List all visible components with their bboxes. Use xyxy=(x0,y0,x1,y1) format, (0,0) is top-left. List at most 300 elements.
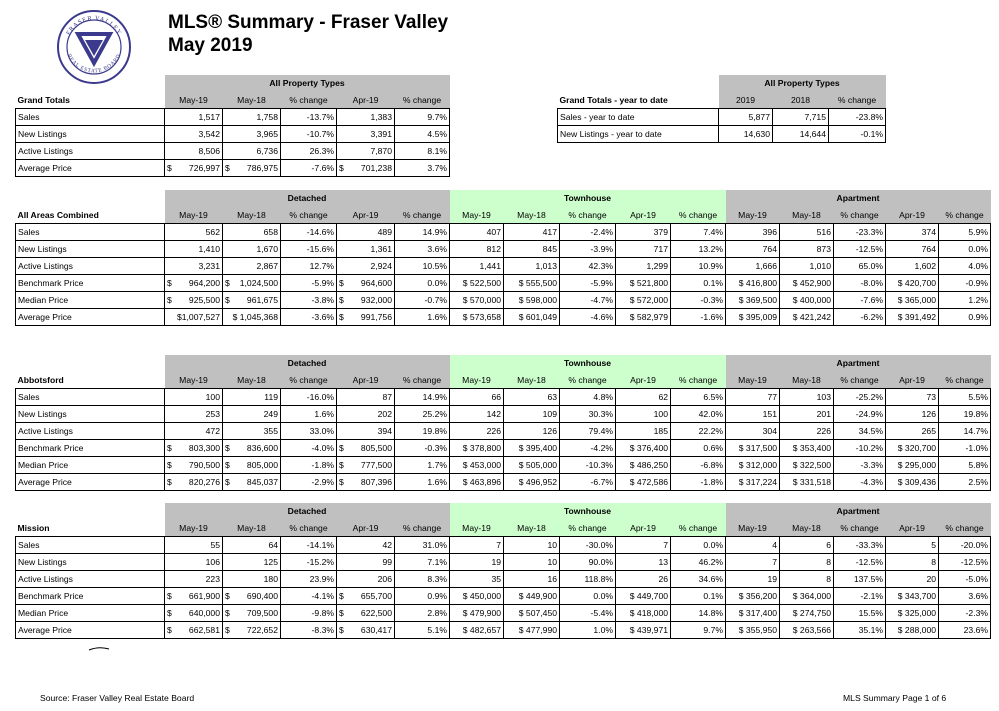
table-cell: 7 xyxy=(726,553,780,570)
table-cell: 185 xyxy=(616,422,671,439)
table-cell: $ 274,750 xyxy=(780,604,834,621)
table-cell: 0.0% xyxy=(939,240,991,257)
table-cell: 3.7% xyxy=(395,159,450,176)
table-row xyxy=(16,570,991,587)
all-areas-table xyxy=(15,190,991,326)
table-cell: $ 378,800 xyxy=(450,439,504,456)
table-cell: 0.0% xyxy=(395,274,450,291)
table-row xyxy=(16,125,450,142)
table-cell: $ 353,400 xyxy=(780,439,834,456)
column-header: May-18 xyxy=(780,207,834,224)
table-cell: $ 1,045,368 xyxy=(223,308,281,325)
table-cell: -1.8% xyxy=(281,456,337,473)
table-cell: 3.6% xyxy=(395,240,450,257)
table-cell: -15.6% xyxy=(281,240,337,257)
row-label: Average Price xyxy=(16,473,165,490)
table-cell: 5.1% xyxy=(395,621,450,638)
table-cell: 417 xyxy=(504,223,560,240)
table-cell: -3.3% xyxy=(834,456,886,473)
table-cell: $1,007,527 xyxy=(165,308,223,325)
table-cell: 126 xyxy=(886,405,939,422)
group-header: All Property Types xyxy=(165,75,450,92)
row-label: Benchmark Price xyxy=(16,587,165,604)
table-cell: $ 295,000 xyxy=(886,456,939,473)
table-cell: 73 xyxy=(886,388,939,405)
table-cell: $ 570,000 xyxy=(450,291,504,308)
table-cell: -20.0% xyxy=(939,536,991,553)
column-header: % change xyxy=(281,372,337,389)
group-header-detached: Detached xyxy=(165,355,450,372)
table-cell: -7.6% xyxy=(834,291,886,308)
table-cell: -10.2% xyxy=(834,439,886,456)
table-title: Grand Totals xyxy=(17,94,70,105)
table-cell: 0.0% xyxy=(560,587,616,604)
blank-cell xyxy=(558,75,719,92)
footer-page-number: MLS Summary Page 1 of 6 xyxy=(843,693,947,703)
table-cell: 65.0% xyxy=(834,257,886,274)
table-cell: 1.0% xyxy=(560,621,616,638)
row-label: Average Price xyxy=(16,159,165,176)
table-cell: -23.3% xyxy=(834,223,886,240)
table-cell: -2.1% xyxy=(834,587,886,604)
table-row xyxy=(16,456,991,473)
row-label: Benchmark Price xyxy=(16,439,165,456)
table-cell: $ 416,800 xyxy=(726,274,780,291)
table-cell: $ 479,900 xyxy=(450,604,504,621)
table-cell: 55 xyxy=(165,536,223,553)
table-cell: 253 xyxy=(165,405,223,422)
group-header-apartment: Apartment xyxy=(726,355,991,372)
column-header: % change xyxy=(671,520,726,537)
table-cell: -7.6% xyxy=(281,159,337,176)
column-header: May-19 xyxy=(450,207,504,224)
table-cell: $ 496,952 xyxy=(504,473,560,490)
column-header-row xyxy=(16,207,991,224)
column-header: May-19 xyxy=(450,520,504,537)
table-cell: 7,715 xyxy=(773,108,829,125)
column-header: 2018 xyxy=(773,92,829,109)
table-row xyxy=(16,621,991,638)
table-cell: 394 xyxy=(337,422,395,439)
table-row xyxy=(16,536,991,553)
table-cell: 6 xyxy=(780,536,834,553)
column-header: % change xyxy=(281,520,337,537)
table-cell: -4.6% xyxy=(560,308,616,325)
column-header-row xyxy=(558,92,886,109)
title-line-1: MLS® Summary - Fraser Valley xyxy=(168,12,449,33)
table-cell: $ 450,000 xyxy=(450,587,504,604)
fraser-valley-real-estate-board-logo-icon xyxy=(56,9,132,85)
mission-table xyxy=(15,503,991,639)
table-cell: $ 964,200 xyxy=(165,274,223,291)
table-cell: 8.3% xyxy=(395,570,450,587)
table-cell: -1.6% xyxy=(671,308,726,325)
table-cell: 12.7% xyxy=(281,257,337,274)
table-cell: 374 xyxy=(886,223,939,240)
table-cell: $ 507,450 xyxy=(504,604,560,621)
table-cell: 90.0% xyxy=(560,553,616,570)
column-header: May-18 xyxy=(504,372,560,389)
table-row xyxy=(16,240,991,257)
row-label: Sales - year to date xyxy=(558,108,719,125)
table-cell: $ 640,000 xyxy=(165,604,223,621)
table-cell: -0.1% xyxy=(829,125,886,142)
table-cell: 10.9% xyxy=(671,257,726,274)
table-cell: 489 xyxy=(337,223,395,240)
table-cell: -30.0% xyxy=(560,536,616,553)
column-header: May-18 xyxy=(504,207,560,224)
table-cell: 1.6% xyxy=(395,473,450,490)
row-label: Sales xyxy=(16,388,165,405)
table-cell: 4.0% xyxy=(939,257,991,274)
table-cell: 62 xyxy=(616,388,671,405)
table-cell: 2,867 xyxy=(223,257,281,274)
row-label: Active Listings xyxy=(16,142,165,159)
table-cell: 64 xyxy=(223,536,281,553)
table-cell: -4.0% xyxy=(281,439,337,456)
table-cell: 396 xyxy=(726,223,780,240)
table-row xyxy=(16,422,991,439)
table-cell: $ 421,242 xyxy=(780,308,834,325)
table-cell: 226 xyxy=(780,422,834,439)
column-header: % change xyxy=(395,92,450,109)
table-row xyxy=(16,604,991,621)
table-cell: -3.8% xyxy=(281,291,337,308)
table-cell: 658 xyxy=(223,223,281,240)
table-cell: 19 xyxy=(450,553,504,570)
column-header: % change xyxy=(395,520,450,537)
table-cell: 20 xyxy=(886,570,939,587)
table-cell: 4 xyxy=(726,536,780,553)
table-cell: 472 xyxy=(165,422,223,439)
table-cell: $ 395,400 xyxy=(504,439,560,456)
table-cell: -16.0% xyxy=(281,388,337,405)
table-cell: 26.3% xyxy=(281,142,337,159)
table-cell: $ 452,900 xyxy=(780,274,834,291)
table-cell: -14.1% xyxy=(281,536,337,553)
table-cell: 1,299 xyxy=(616,257,671,274)
table-cell: 34.5% xyxy=(834,422,886,439)
table-cell: -5.9% xyxy=(281,274,337,291)
table-cell: 562 xyxy=(165,223,223,240)
table-cell: -4.7% xyxy=(560,291,616,308)
table-cell: $ 630,417 xyxy=(337,621,395,638)
table-cell: 10.5% xyxy=(395,257,450,274)
table-cell: -2.4% xyxy=(560,223,616,240)
table-cell: $ 701,238 xyxy=(337,159,395,176)
table-cell: -6.7% xyxy=(560,473,616,490)
table-cell: $ 690,400 xyxy=(223,587,281,604)
table-cell: 14,644 xyxy=(773,125,829,142)
table-cell: 180 xyxy=(223,570,281,587)
table-cell: 14.8% xyxy=(671,604,726,621)
table-cell: $ 320,700 xyxy=(886,439,939,456)
table-cell: $ 472,586 xyxy=(616,473,671,490)
table-cell: 13.2% xyxy=(671,240,726,257)
table-cell: 0.1% xyxy=(671,274,726,291)
table-cell: -12.5% xyxy=(834,553,886,570)
table-cell: 14.9% xyxy=(395,223,450,240)
table-cell: $ 317,400 xyxy=(726,604,780,621)
table-cell: $ 369,500 xyxy=(726,291,780,308)
table-cell: 2.5% xyxy=(939,473,991,490)
row-label: New Listings - year to date xyxy=(558,125,719,142)
column-header: % change xyxy=(829,92,886,109)
table-cell: -8.0% xyxy=(834,274,886,291)
table-cell: $ 805,000 xyxy=(223,456,281,473)
table-cell: 1,410 xyxy=(165,240,223,257)
column-header: Apr-19 xyxy=(616,207,671,224)
table-cell: 119 xyxy=(223,388,281,405)
column-header: May-19 xyxy=(165,372,223,389)
table-cell: $ 391,492 xyxy=(886,308,939,325)
table-cell: 6.5% xyxy=(671,388,726,405)
column-header: % change xyxy=(834,372,886,389)
logo-text-bottom: REAL ESTATE BOARD xyxy=(65,53,123,75)
section-title: Abbotsford xyxy=(17,374,64,385)
table-cell: 109 xyxy=(504,405,560,422)
column-header: May-18 xyxy=(780,372,834,389)
grand-totals-table xyxy=(15,75,450,177)
column-header-row xyxy=(16,520,991,537)
row-label: New Listings xyxy=(16,240,165,257)
table-cell: $ 777,500 xyxy=(337,456,395,473)
table-cell: -5.4% xyxy=(560,604,616,621)
table-cell: $ 418,000 xyxy=(616,604,671,621)
column-header: May-19 xyxy=(450,372,504,389)
table-cell: 4.8% xyxy=(560,388,616,405)
table-cell: 8 xyxy=(886,553,939,570)
table-cell: 9.7% xyxy=(671,621,726,638)
group-header-apartment: Apartment xyxy=(726,190,991,207)
row-label: Benchmark Price xyxy=(16,274,165,291)
table-cell: $ 790,500 xyxy=(165,456,223,473)
table-cell: -24.9% xyxy=(834,405,886,422)
table-cell: $ 312,000 xyxy=(726,456,780,473)
column-header: % change xyxy=(939,520,991,537)
table-cell: 26 xyxy=(616,570,671,587)
table-cell: 764 xyxy=(886,240,939,257)
row-label: Average Price xyxy=(16,308,165,325)
table-cell: 0.9% xyxy=(939,308,991,325)
table-cell: -2.3% xyxy=(939,604,991,621)
column-header-row xyxy=(16,372,991,389)
column-header: % change xyxy=(671,207,726,224)
table-cell: -3.6% xyxy=(281,308,337,325)
column-header: May-19 xyxy=(165,520,223,537)
table-cell: 8 xyxy=(780,553,834,570)
table-cell: 33.0% xyxy=(281,422,337,439)
table-cell: $ 317,500 xyxy=(726,439,780,456)
table-cell: 265 xyxy=(886,422,939,439)
column-header: % change xyxy=(395,372,450,389)
table-cell: 125 xyxy=(223,553,281,570)
table-cell: 2,924 xyxy=(337,257,395,274)
row-label: Average Price xyxy=(16,621,165,638)
table-cell: 2.8% xyxy=(395,604,450,621)
table-cell: 25.2% xyxy=(395,405,450,422)
table-row xyxy=(16,142,450,159)
table-cell: $ 486,250 xyxy=(616,456,671,473)
table-cell: $ 395,009 xyxy=(726,308,780,325)
table-cell: 10 xyxy=(504,553,560,570)
table-cell: 19.8% xyxy=(939,405,991,422)
table-cell: 30.3% xyxy=(560,405,616,422)
table-row xyxy=(16,473,991,490)
table-cell: $ 573,658 xyxy=(450,308,504,325)
row-label: Active Listings xyxy=(16,422,165,439)
group-header-townhouse: Townhouse xyxy=(450,355,726,372)
row-label: New Listings xyxy=(16,125,165,142)
table-row xyxy=(16,223,991,240)
table-cell: 201 xyxy=(780,405,834,422)
footer-source: Source: Fraser Valley Real Estate Board xyxy=(40,693,195,703)
table-cell: 34.6% xyxy=(671,570,726,587)
table-cell: 142 xyxy=(450,405,504,422)
table-cell: 35 xyxy=(450,570,504,587)
table-cell: $ 439,971 xyxy=(616,621,671,638)
table-cell: $ 709,500 xyxy=(223,604,281,621)
table-cell: 126 xyxy=(504,422,560,439)
column-header: May-19 xyxy=(165,207,223,224)
row-label: Active Listings xyxy=(16,257,165,274)
table-cell: 22.2% xyxy=(671,422,726,439)
table-cell: -5.0% xyxy=(939,570,991,587)
table-cell: $ 331,518 xyxy=(780,473,834,490)
table-cell: $ 836,600 xyxy=(223,439,281,456)
table-cell: -33.3% xyxy=(834,536,886,553)
table-cell: $ 582,979 xyxy=(616,308,671,325)
table-row xyxy=(16,291,991,308)
table-cell: 7 xyxy=(616,536,671,553)
table-cell: 7.1% xyxy=(395,553,450,570)
ytd-table xyxy=(557,75,886,143)
table-cell: 355 xyxy=(223,422,281,439)
table-cell: 16 xyxy=(504,570,560,587)
table-cell: $ 482,657 xyxy=(450,621,504,638)
table-cell: 0.6% xyxy=(671,439,726,456)
table-cell: 9.7% xyxy=(395,108,450,125)
table-row xyxy=(16,274,991,291)
table-cell: 99 xyxy=(337,553,395,570)
table-cell: 1,010 xyxy=(780,257,834,274)
table-cell: 14,630 xyxy=(719,125,773,142)
table-cell: -4.1% xyxy=(281,587,337,604)
section-title: Mission xyxy=(17,522,50,533)
table-cell: 3,965 xyxy=(223,125,281,142)
column-header: % change xyxy=(671,372,726,389)
table-cell: 8 xyxy=(780,570,834,587)
table-cell: 206 xyxy=(337,570,395,587)
table-cell: -12.5% xyxy=(834,240,886,257)
table-cell: 226 xyxy=(450,422,504,439)
table-cell: $ 400,000 xyxy=(780,291,834,308)
row-label: Sales xyxy=(16,223,165,240)
table-cell: 103 xyxy=(780,388,834,405)
row-label: New Listings xyxy=(16,553,165,570)
group-header-row xyxy=(16,355,991,372)
column-header: Apr-19 xyxy=(886,207,939,224)
table-cell: 100 xyxy=(616,405,671,422)
table-cell: -9.8% xyxy=(281,604,337,621)
table-cell: 19 xyxy=(726,570,780,587)
table-cell: $ 961,675 xyxy=(223,291,281,308)
table-cell: 63 xyxy=(504,388,560,405)
column-header: % change xyxy=(939,207,991,224)
abbotsford-table xyxy=(15,355,991,491)
table-cell: 5 xyxy=(886,536,939,553)
table-cell: 77 xyxy=(726,388,780,405)
decorative-curve xyxy=(88,647,110,651)
table-cell: $ 356,200 xyxy=(726,587,780,604)
table-cell: $ 365,000 xyxy=(886,291,939,308)
table-cell: 79.4% xyxy=(560,422,616,439)
table-row xyxy=(16,257,991,274)
table-cell: 407 xyxy=(450,223,504,240)
table-cell: -0.3% xyxy=(671,291,726,308)
table-cell: 845 xyxy=(504,240,560,257)
table-cell: 223 xyxy=(165,570,223,587)
table-cell: $ 572,000 xyxy=(616,291,671,308)
group-header-detached: Detached xyxy=(165,503,450,520)
table-cell: $ 925,500 xyxy=(165,291,223,308)
table-cell: $ 598,000 xyxy=(504,291,560,308)
column-header: Apr-19 xyxy=(886,372,939,389)
column-header: May-18 xyxy=(223,372,281,389)
table-cell: 1.2% xyxy=(939,291,991,308)
blank-cell xyxy=(16,190,165,207)
column-header: May-19 xyxy=(726,372,780,389)
column-header: % change xyxy=(281,92,337,109)
table-cell: 1.7% xyxy=(395,456,450,473)
table-cell: $ 263,566 xyxy=(780,621,834,638)
group-header-apartment: Apartment xyxy=(726,503,991,520)
table-cell: 66 xyxy=(450,388,504,405)
row-label: Sales xyxy=(16,536,165,553)
row-label: Sales xyxy=(16,108,165,125)
table-cell: $ 805,500 xyxy=(337,439,395,456)
group-header-row xyxy=(16,503,991,520)
table-cell: -6.8% xyxy=(671,456,726,473)
table-cell: $ 722,652 xyxy=(223,621,281,638)
column-header: 2019 xyxy=(719,92,773,109)
table-cell: 812 xyxy=(450,240,504,257)
table-cell: $ 309,436 xyxy=(886,473,939,490)
table-cell: 3.6% xyxy=(939,587,991,604)
table-cell: 6,736 xyxy=(223,142,281,159)
table-cell: 35.1% xyxy=(834,621,886,638)
table-cell: 46.2% xyxy=(671,553,726,570)
column-header: Apr-19 xyxy=(337,520,395,537)
table-cell: $ 343,700 xyxy=(886,587,939,604)
table-cell: 202 xyxy=(337,405,395,422)
group-header-townhouse: Townhouse xyxy=(450,503,726,520)
table-cell: 1.6% xyxy=(281,405,337,422)
column-header: May-18 xyxy=(223,92,281,109)
column-header: % change xyxy=(939,372,991,389)
table-cell: $ 453,000 xyxy=(450,456,504,473)
table-cell: -4.2% xyxy=(560,439,616,456)
table-cell: -13.7% xyxy=(281,108,337,125)
table-cell: 0.9% xyxy=(395,587,450,604)
group-header: All Property Types xyxy=(719,75,886,92)
table-cell: 23.6% xyxy=(939,621,991,638)
table-cell: $ 655,700 xyxy=(337,587,395,604)
table-cell: 304 xyxy=(726,422,780,439)
table-cell: 1,517 xyxy=(165,108,223,125)
table-cell: $ 662,581 xyxy=(165,621,223,638)
table-cell: 516 xyxy=(780,223,834,240)
